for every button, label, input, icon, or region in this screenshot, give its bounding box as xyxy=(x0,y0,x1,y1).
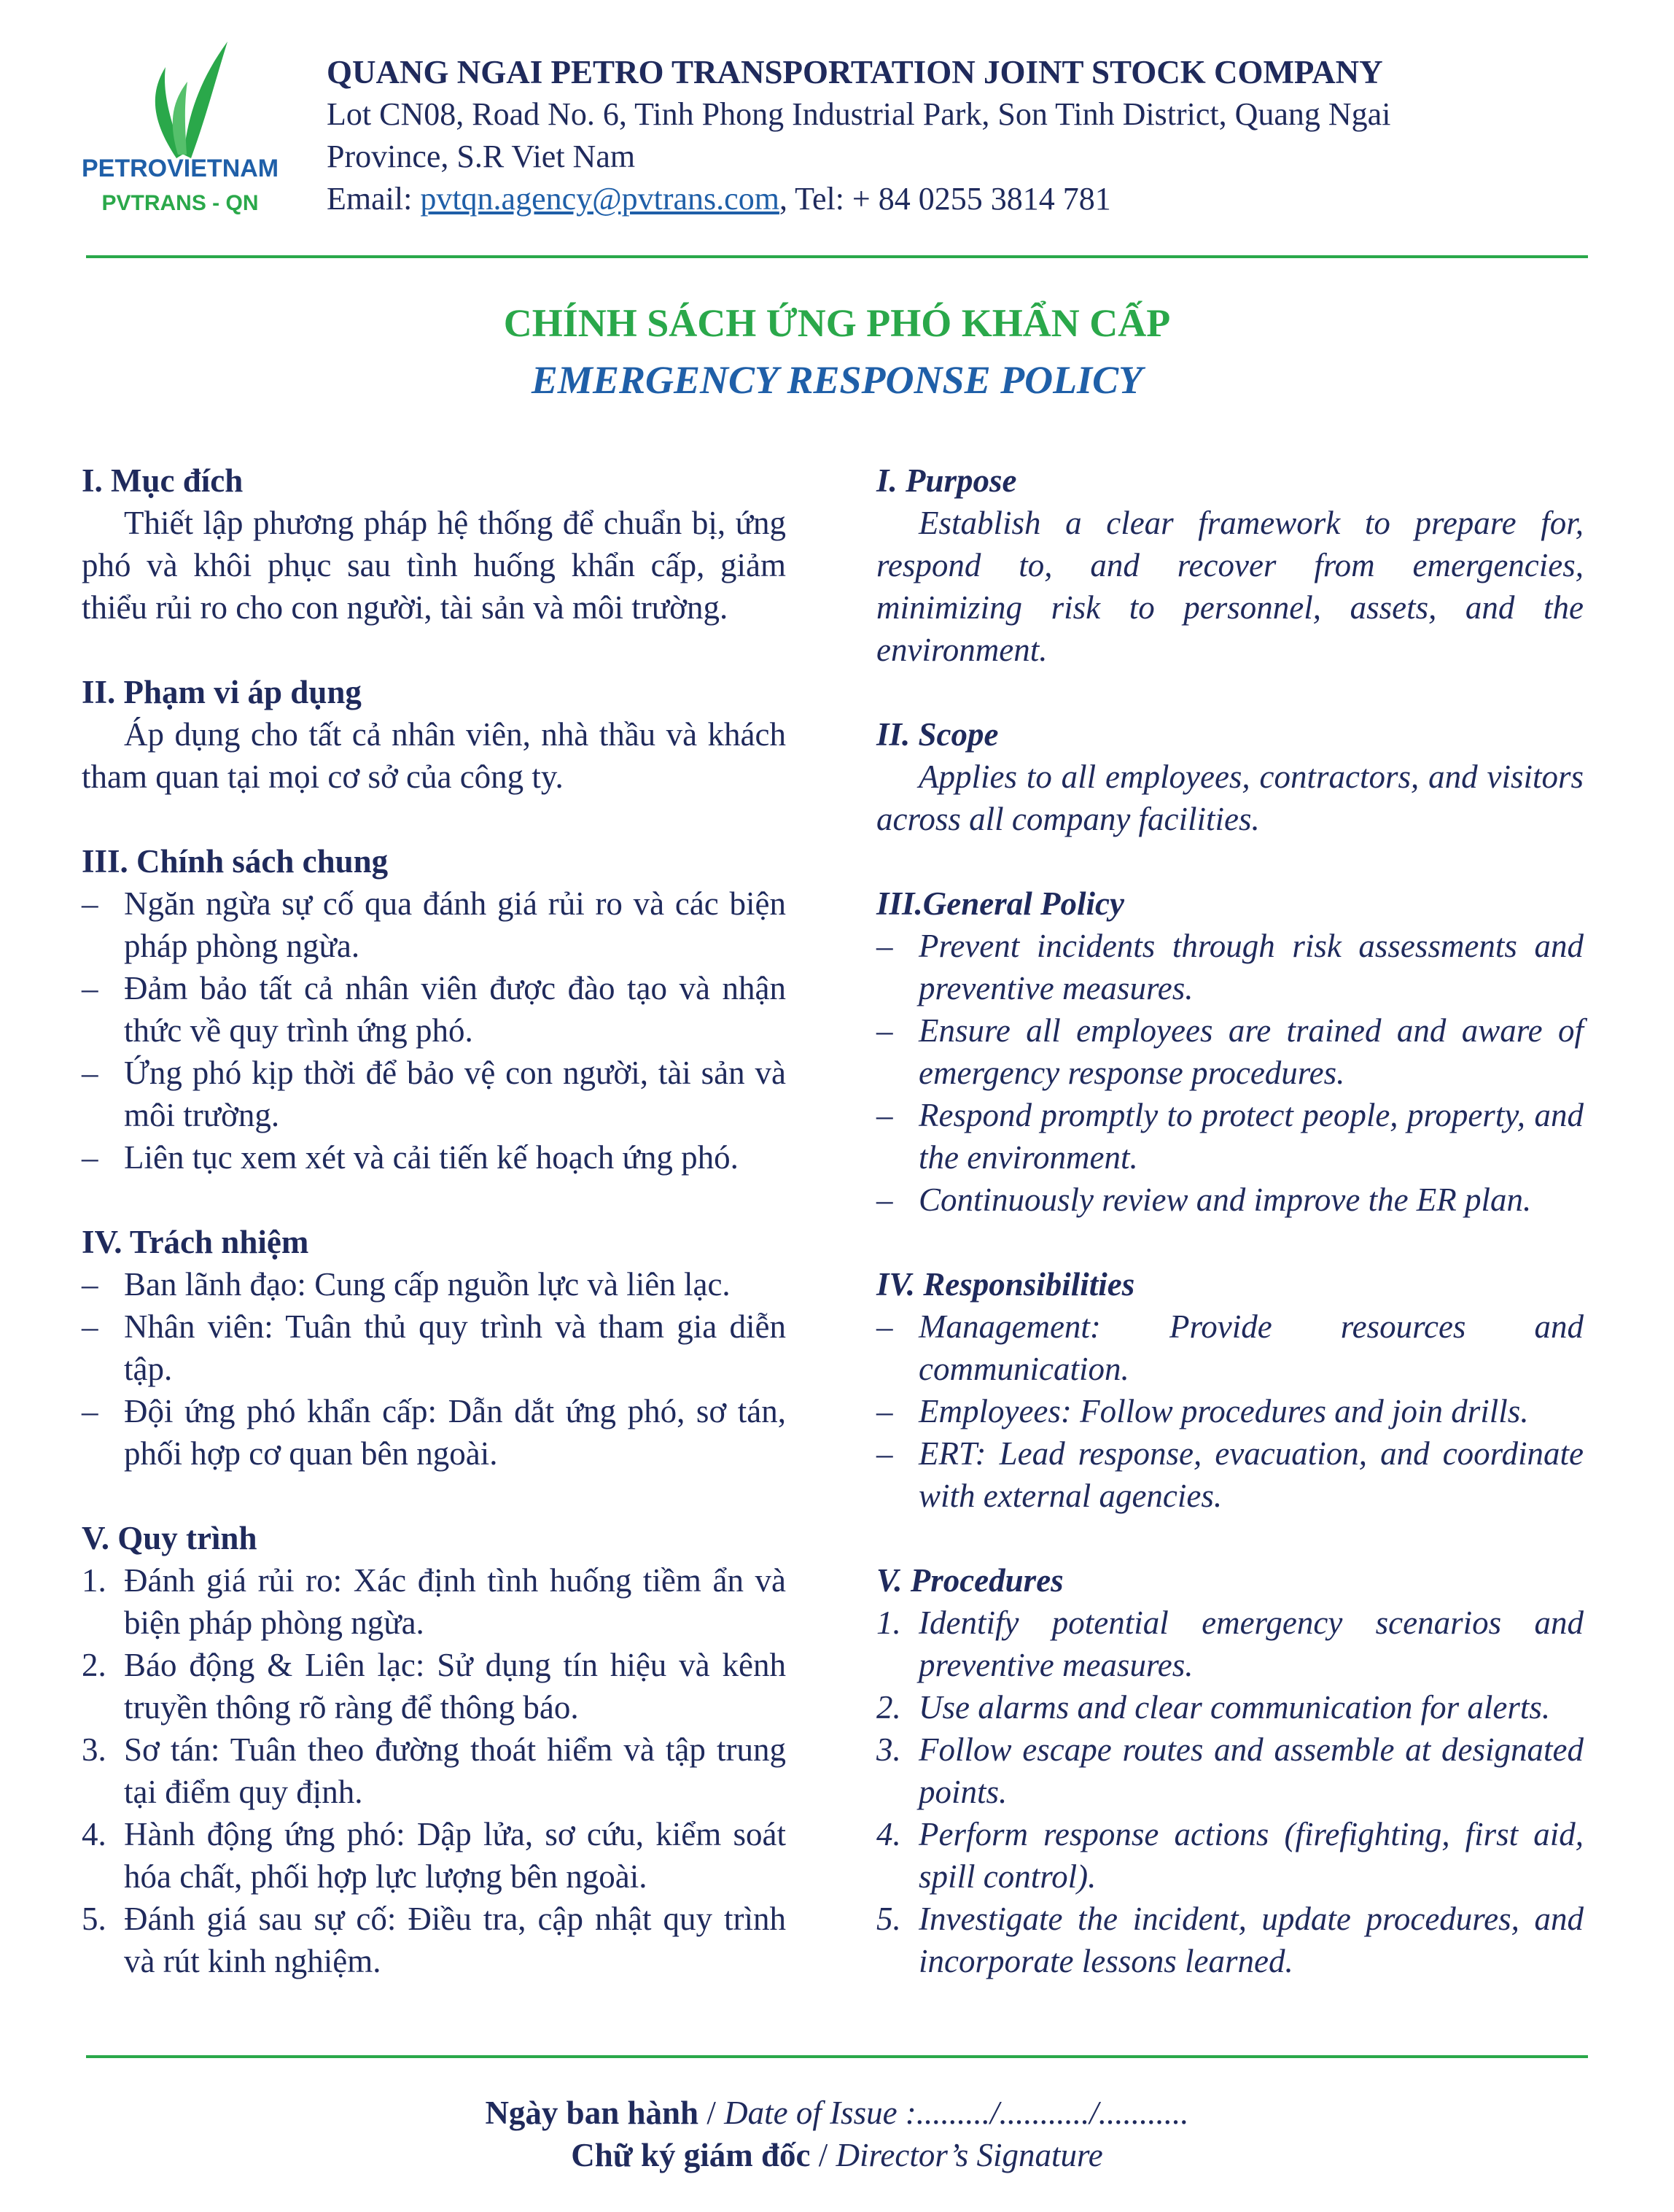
list-item: – Prevent incidents through risk assessments and preventive measures. xyxy=(876,925,1584,1009)
number-marker: 1. xyxy=(82,1562,106,1599)
issue-label-vi: Ngày ban hành xyxy=(485,2095,699,2131)
section-text: Applies to all employees, contractors, and visitors across all company facilities. xyxy=(876,758,1584,837)
section-responsibilities-vi xyxy=(82,1221,786,1475)
dash-marker: – xyxy=(82,1308,98,1345)
section-heading: II. Scope xyxy=(876,716,999,753)
number-marker: 2. xyxy=(82,1647,106,1683)
title-english: EMERGENCY RESPONSE POLICY xyxy=(531,358,1143,402)
list-item: 4. Hành động ứng phó: Dập lửa, sơ cứu, kiểm soát hóa chất, phối hợp lực lượng bên ngoài. xyxy=(82,1813,786,1898)
petrovietnam-leaf-icon xyxy=(125,38,235,162)
company-name: QUANG NGAI PETRO TRANSPORTATION JOINT STOCK COMPANY xyxy=(327,54,1383,90)
section-policy-vi xyxy=(82,840,786,1179)
list-item: 2. Báo động & Liên lạc: Sử dụng tín hiệu và kênh truyền thông rõ ràng để thông báo. xyxy=(82,1644,786,1728)
section-heading: III. Chính sách chung xyxy=(82,843,389,880)
number-marker: 1. xyxy=(876,1604,901,1641)
list-item: – Ngăn ngừa sự cố qua đánh giá rủi ro và các biện pháp phòng ngừa. xyxy=(82,882,786,967)
email-label: Email: xyxy=(327,181,421,217)
list-item: 2. Use alarms and clear communication for alerts. xyxy=(876,1686,1584,1728)
list-item: 3. Sơ tán: Tuân theo đường thoát hiểm và tập trung tại điểm quy định. xyxy=(82,1728,786,1813)
dash-marker: – xyxy=(876,1393,893,1429)
section-heading: I. Purpose xyxy=(876,462,1017,499)
number-marker: 3. xyxy=(82,1731,106,1768)
section-policy-en xyxy=(876,882,1584,1221)
dash-marker: – xyxy=(876,1097,893,1133)
section-heading: II. Phạm vi áp dụng xyxy=(82,674,362,710)
section-heading: V. Quy trình xyxy=(82,1520,257,1556)
title-vietnamese: CHÍNH SÁCH ỨNG PHÓ KHẨN CẤP xyxy=(503,301,1171,345)
number-marker: 4. xyxy=(82,1816,106,1852)
list-item: – Ban lãnh đạo: Cung cấp nguồn lực và liên lạc. xyxy=(82,1263,786,1305)
sign-label-vi: Chữ ký giám đốc xyxy=(571,2137,811,2173)
dash-marker: – xyxy=(82,885,98,922)
dash-marker: – xyxy=(82,1393,98,1429)
list-item: – ERT: Lead response, evacuation, and coordinate with external agencies. xyxy=(876,1432,1584,1517)
section-heading: IV. Trách nhiệm xyxy=(82,1224,309,1260)
dash-marker: – xyxy=(82,1139,98,1176)
address-line-1: Lot CN08, Road No. 6, Tinh Phong Industrial Park, Son Tinh District, Quang Ngai xyxy=(327,96,1391,132)
list-item: – Management: Provide resources and communication. xyxy=(876,1305,1584,1390)
dash-marker: – xyxy=(876,1435,893,1472)
issue-date-line: Ngày ban hành / Date of Issue :........./.........../........... xyxy=(485,2095,1189,2131)
dash-marker: – xyxy=(876,1012,893,1049)
number-marker: 5. xyxy=(876,1901,901,1937)
dash-marker: – xyxy=(82,1055,98,1091)
signature-line: Chữ ký giám đốc / Director’s Signature xyxy=(571,2137,1103,2173)
section-purpose-vi xyxy=(82,459,786,629)
section-heading: IV. Responsibilities xyxy=(876,1266,1135,1303)
company-logo xyxy=(82,38,279,228)
section-text: Áp dụng cho tất cả nhân viên, nhà thầu và khách tham quan tại mọi cơ sở của công ty. xyxy=(82,716,786,795)
dash-marker: – xyxy=(876,1181,893,1218)
footer-divider xyxy=(86,2055,1588,2058)
number-marker: 5. xyxy=(82,1901,106,1937)
dash-marker: – xyxy=(876,1308,893,1345)
logo-sub-text: PVTRANS - QN xyxy=(101,191,259,215)
contact-line xyxy=(327,178,1610,220)
number-marker: 3. xyxy=(876,1731,901,1768)
dash-marker: – xyxy=(876,928,893,964)
list-item: – Nhân viên: Tuân thủ quy trình và tham gia diễn tập. xyxy=(82,1305,786,1390)
company-info xyxy=(327,51,1610,220)
email-link[interactable]: pvtqn.agency@pvtrans.com xyxy=(420,181,779,217)
list-item: – Đội ứng phó khẩn cấp: Dẫn dắt ứng phó, sơ tán, phối hợp cơ quan bên ngoài. xyxy=(82,1390,786,1475)
address-line-2: Province, S.R Viet Nam xyxy=(327,139,636,174)
logo-brand-text: PETROVIETNAM xyxy=(82,155,279,182)
header-divider xyxy=(86,255,1588,258)
list-item: – Ensure all employees are trained and aware of emergency response procedures. xyxy=(876,1009,1584,1094)
list-item: 4. Perform response actions (firefighting, first aid, spill control). xyxy=(876,1813,1584,1898)
section-purpose-en xyxy=(876,459,1584,671)
list-item: 3. Follow escape routes and assemble at designated points. xyxy=(876,1728,1584,1813)
section-scope-en xyxy=(876,713,1584,840)
list-item: – Đảm bảo tất cả nhân viên được đào tạo và nhận thức về quy trình ứng phó. xyxy=(82,967,786,1052)
section-scope-vi xyxy=(82,671,786,798)
list-item: 1. Đánh giá rủi ro: Xác định tình huống tiềm ẩn và biện pháp phòng ngừa. xyxy=(82,1559,786,1644)
list-item: – Respond promptly to protect people, property, and the environment. xyxy=(876,1094,1584,1179)
list-item: – Continuously review and improve the ER plan. xyxy=(876,1179,1584,1221)
issue-label-en: Date of Issue :........./.........../........... xyxy=(724,2095,1189,2131)
list-item: 1. Identify potential emergency scenarios and preventive measures. xyxy=(876,1602,1584,1686)
section-procedures-en xyxy=(876,1559,1584,1982)
dash-marker: – xyxy=(82,970,98,1006)
sign-label-en: Director’s Signature xyxy=(836,2137,1103,2173)
section-text: Thiết lập phương pháp hệ thống để chuẩn bị, ứng phó và khôi phục sau tình huống khẩn cấp, giảm thiểu rủi ro cho con người, tài sản và môi trường. xyxy=(82,505,786,626)
list-item: – Liên tục xem xét và cải tiến kế hoạch ứng phó. xyxy=(82,1136,786,1179)
section-responsibilities-en xyxy=(876,1263,1584,1517)
list-item: – Ứng phó kịp thời để bảo vệ con người, tài sản và môi trường. xyxy=(82,1052,786,1136)
list-item: – Employees: Follow procedures and join drills. xyxy=(876,1390,1584,1432)
english-column xyxy=(876,459,1584,2025)
section-heading: I. Mục đích xyxy=(82,462,244,499)
vietnamese-column xyxy=(82,459,786,2025)
number-marker: 4. xyxy=(876,1816,901,1852)
section-heading: V. Procedures xyxy=(876,1562,1064,1599)
section-procedures-vi xyxy=(82,1517,786,1982)
section-text: Establish a clear framework to prepare for, respond to, and recover from emergencies, minimizing risk to personnel, assets, and the environment. xyxy=(876,505,1584,668)
dash-marker: – xyxy=(82,1266,98,1303)
section-heading: III.General Policy xyxy=(876,885,1124,922)
list-item: 5. Đánh giá sau sự cố: Điều tra, cập nhật quy trình và rút kinh nghiệm. xyxy=(82,1898,786,1982)
number-marker: 2. xyxy=(876,1689,901,1726)
list-item: 5. Investigate the incident, update procedures, and incorporate lessons learned. xyxy=(876,1898,1584,1982)
tel-text: , Tel: + 84 0255 3814 781 xyxy=(779,181,1111,217)
